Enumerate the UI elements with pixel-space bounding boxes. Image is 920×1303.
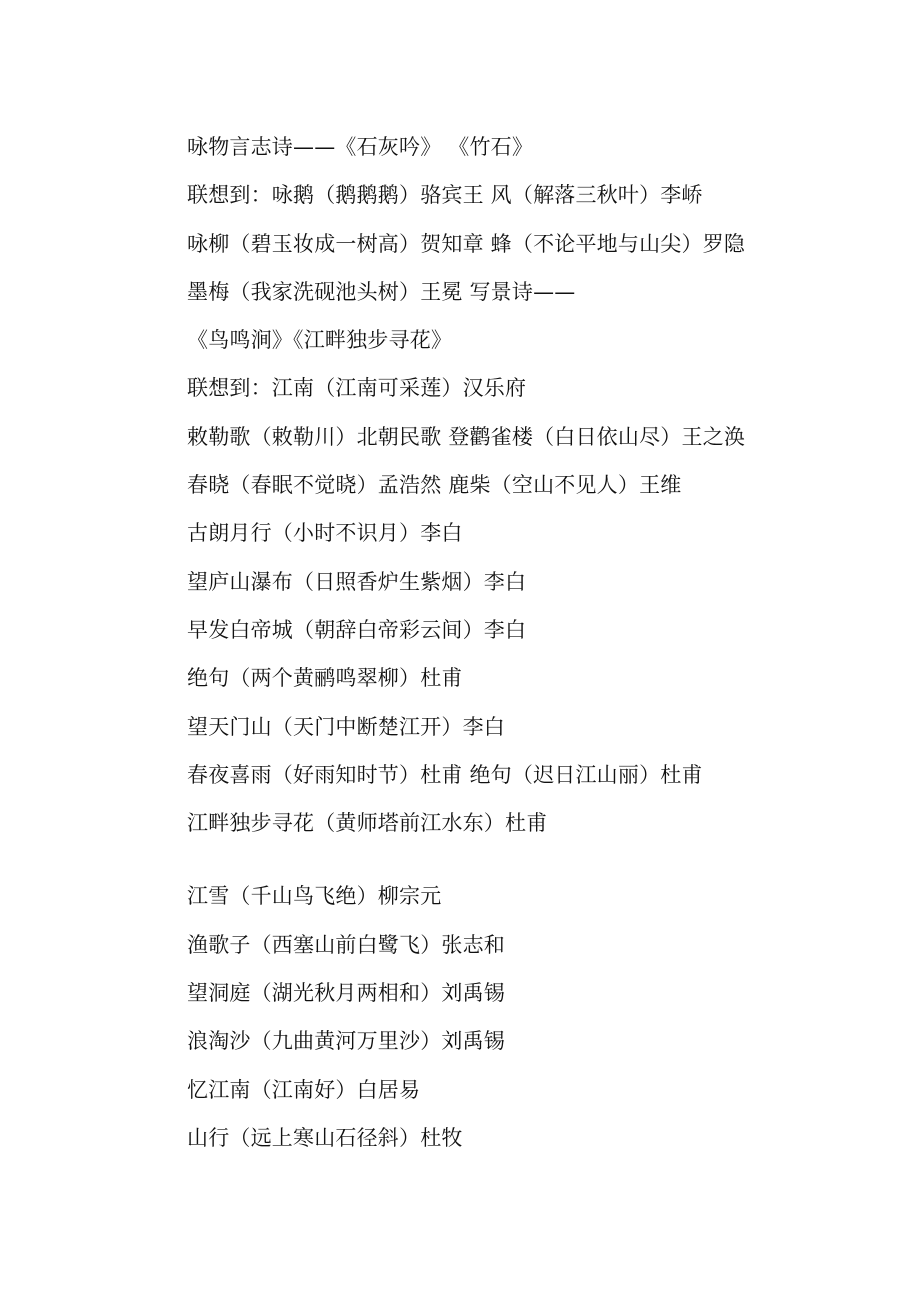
text-line: 联想到：咏鹅（鹅鹅鹅）骆宾王 风（解落三秋叶）李峤 — [187, 183, 703, 208]
text-line: 绝句（两个黄鹂鸣翠柳）杜甫 — [187, 666, 463, 691]
text-line: 忆江南（江南好）白居易 — [187, 1077, 421, 1102]
text-line: 春晓（春眠不觉晓）孟浩然 鹿柴（空山不见人）王维 — [187, 473, 682, 498]
text-line: 墨梅（我家洗砚池头树）王冕 写景诗—— — [187, 279, 576, 304]
text-line: 望庐山瀑布（日照香炉生紫烟）李白 — [187, 569, 527, 594]
text-line: 咏物言志诗——《石灰吟》 《竹石》 — [187, 135, 534, 159]
text-line: 望洞庭（湖光秋月两相和）刘禹锡 — [187, 981, 505, 1006]
text-line: 联想到：江南（江南可采莲）汉乐府 — [187, 376, 527, 401]
text-line: 浪淘沙（九曲黄河万里沙）刘禹锡 — [187, 1029, 505, 1054]
text-line: 敕勒歌（敕勒川）北朝民歌 登鹳雀楼（白日依山尽）王之涣 — [187, 424, 746, 449]
text-line: 咏柳（碧玉妆成一树高）贺知章 蜂（不论平地与山尖）罗隐 — [187, 231, 746, 256]
paragraph-gap — [187, 852, 887, 877]
text-line: 江畔独步寻花（黄师塔前江水东）杜甫 — [187, 811, 548, 836]
text-line: 渔歌子（西塞山前白鹭飞）张志和 — [187, 932, 505, 957]
text-line: 春夜喜雨（好雨知时节）杜甫 绝句（迟日江山丽）杜甫 — [187, 762, 703, 787]
text-line: 《鸟鸣涧》《江畔独步寻花》 — [187, 328, 453, 353]
text-line: 古朗月行（小时不识月）李白 — [187, 521, 463, 546]
document-body — [187, 128, 887, 1167]
text-line: 山行（远上寒山石径斜）杜牧 — [187, 1125, 463, 1150]
text-line: 江雪（千山鸟飞绝）柳宗元 — [187, 884, 442, 909]
text-line: 早发白帝城（朝辞白帝彩云间）李白 — [187, 617, 527, 642]
text-line: 望天门山（天门中断楚江开）李白 — [187, 714, 505, 739]
